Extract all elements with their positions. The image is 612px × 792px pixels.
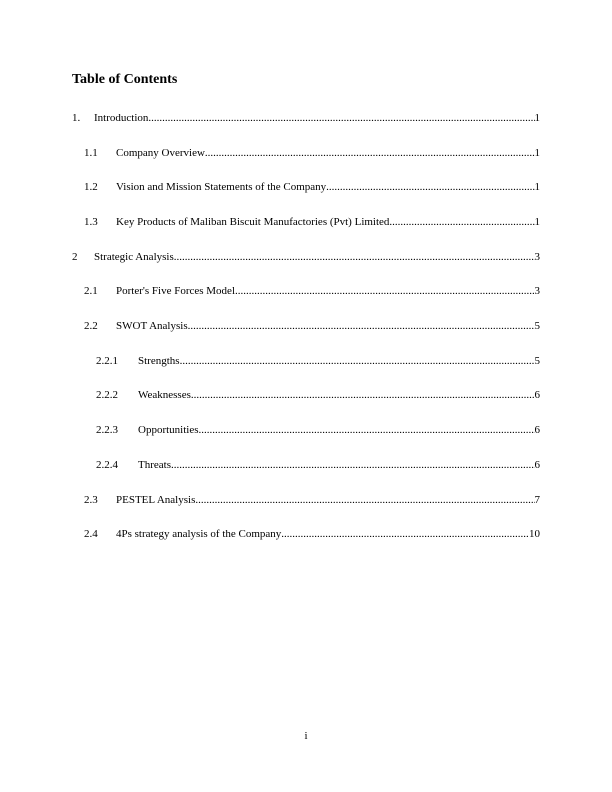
- toc-entry-swot-analysis[interactable]: [84, 319, 540, 333]
- toc-entry-page: 1: [534, 147, 540, 159]
- toc-entry-number: 2.2.2: [96, 389, 118, 401]
- toc-leader-dots: [199, 423, 535, 437]
- toc-entry-company-overview[interactable]: [84, 146, 540, 160]
- toc-entry-number: 2: [72, 251, 78, 263]
- toc-entry-label: SWOT Analysis: [116, 320, 188, 332]
- toc-entry-number: 2.1: [84, 285, 98, 297]
- toc-entry-page: 6: [534, 389, 540, 401]
- toc-entry-key-products[interactable]: [84, 215, 540, 229]
- toc-entry-opportunities[interactable]: [96, 423, 540, 437]
- toc-entry-number: 2.2.3: [96, 424, 118, 436]
- toc-entry-page: 10: [529, 528, 540, 540]
- toc-entry-label: Porter's Five Forces Model: [116, 285, 235, 297]
- toc-entry-introduction[interactable]: [72, 111, 540, 125]
- toc-entry-number: 2.4: [84, 528, 98, 540]
- toc-entry-number: 2.2: [84, 320, 98, 332]
- toc-entry-number: 2.2.4: [96, 459, 118, 471]
- toc-entry-threats[interactable]: [96, 458, 540, 472]
- toc-entry-label: Company Overview: [116, 147, 205, 159]
- toc-leader-dots: [281, 527, 529, 541]
- toc-entry-page: 6: [534, 459, 540, 471]
- toc-leader-dots: [326, 180, 534, 194]
- toc-leader-dots: [195, 493, 534, 507]
- toc-entry-label: Strengths: [138, 355, 180, 367]
- toc-entry-page: 5: [534, 320, 540, 332]
- toc-entry-page: 7: [534, 494, 540, 506]
- toc-entry-page: 1: [534, 216, 540, 228]
- toc-entry-label: Strategic Analysis: [94, 251, 174, 263]
- toc-entry-number: 1.2: [84, 181, 98, 193]
- toc-leader-dots: [171, 458, 535, 472]
- toc-leader-dots: [191, 388, 535, 402]
- toc-entry-label: 4Ps strategy analysis of the Company: [116, 528, 282, 540]
- toc-entry-number: 2.2.1: [96, 355, 118, 367]
- toc-entry-label: PESTEL Analysis: [116, 494, 196, 506]
- toc-entry-pestel-analysis[interactable]: [84, 493, 540, 507]
- toc-leader-dots: [235, 284, 535, 298]
- page-number: i: [304, 730, 308, 742]
- toc-entry-4ps-strategy[interactable]: [84, 527, 540, 541]
- toc-leader-dots: [174, 250, 535, 264]
- toc-entry-vision-mission[interactable]: [84, 180, 540, 194]
- toc-title: Table of Contents: [72, 72, 178, 87]
- toc-entry-page: 1: [534, 181, 540, 193]
- toc-entry-number: 1.1: [84, 147, 98, 159]
- toc-entry-strategic-analysis[interactable]: [72, 250, 540, 264]
- toc-leader-dots: [188, 319, 535, 333]
- toc-leader-dots: [148, 111, 534, 125]
- toc-entry-page: 6: [534, 424, 540, 436]
- toc-entry-label: Threats: [138, 459, 171, 471]
- toc-entry-porters-five-forces[interactable]: [84, 284, 540, 298]
- toc-entry-label: Vision and Mission Statements of the Company: [116, 181, 327, 193]
- toc-entry-page: 3: [534, 285, 540, 297]
- toc-entry-strengths[interactable]: [96, 354, 540, 368]
- toc-leader-dots: [180, 354, 535, 368]
- toc-entry-page: 3: [534, 251, 540, 263]
- toc-entry-weaknesses[interactable]: [96, 388, 540, 402]
- toc-entry-label: Weaknesses: [138, 389, 191, 401]
- toc-leader-dots: [205, 146, 535, 160]
- toc-entry-page: 1: [534, 112, 540, 124]
- toc-entry-number: 2.3: [84, 494, 98, 506]
- toc-entry-label: Opportunities: [138, 424, 199, 436]
- toc-leader-dots: [389, 215, 534, 229]
- toc-entry-number: 1.: [72, 112, 81, 124]
- toc-entry-number: 1.3: [84, 216, 98, 228]
- toc-entry-page: 5: [534, 355, 540, 367]
- toc-entry-label: Introduction: [94, 112, 149, 124]
- toc-entry-label: Key Products of Maliban Biscuit Manufactories (Pvt) Limited: [116, 216, 390, 228]
